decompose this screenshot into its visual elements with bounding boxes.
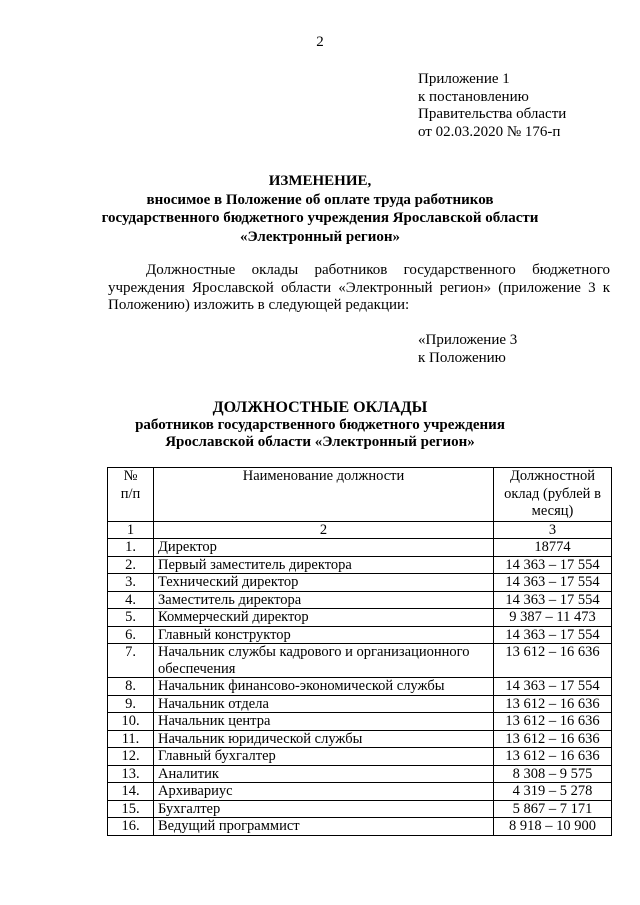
page-number: 2	[316, 34, 324, 50]
annex-header-line: от 02.03.2020 № 176-п	[418, 123, 561, 140]
annex-header-line: к постановлению	[418, 88, 529, 105]
annex-reference-line: к Положению	[418, 350, 506, 366]
table-row	[108, 783, 612, 801]
annex-reference	[418, 331, 517, 367]
row-number: 9.	[108, 695, 154, 713]
table-title	[0, 399, 640, 452]
salary-range: 5 867 – 7 171	[494, 800, 612, 818]
table-row	[108, 678, 612, 696]
row-number: 15.	[108, 800, 154, 818]
salary-table	[107, 467, 612, 836]
row-number: 16.	[108, 818, 154, 836]
position-name: Начальник финансово-экономической службы	[154, 678, 494, 696]
position-name: Начальник службы кадрового и организационного обеспечения	[154, 644, 494, 678]
table-row	[108, 765, 612, 783]
row-number: 13.	[108, 765, 154, 783]
table-index-row	[108, 521, 612, 539]
table-row	[108, 539, 612, 557]
salary-range: 8 918 – 10 900	[494, 818, 612, 836]
position-name: Директор	[154, 539, 494, 557]
salary-range: 14 363 – 17 554	[494, 626, 612, 644]
table-row	[108, 748, 612, 766]
position-name: Первый заместитель директора	[154, 556, 494, 574]
table-row	[108, 730, 612, 748]
index-cell: 1	[108, 521, 154, 539]
salary-range: 13 612 – 16 636	[494, 644, 612, 678]
annex-header	[418, 71, 566, 141]
title-line: «Электронный регион»	[239, 228, 401, 245]
row-number: 4.	[108, 591, 154, 609]
salary-range: 13 612 – 16 636	[494, 695, 612, 713]
title-line: ИЗМЕНЕНИЕ,	[268, 173, 372, 189]
title-line: вносимое в Положение об оплате труда работников	[146, 191, 494, 208]
row-number: 7.	[108, 644, 154, 678]
position-name: Архивариус	[154, 783, 494, 801]
position-name: Начальник юридической службы	[154, 730, 494, 748]
salary-range: 9 387 – 11 473	[494, 609, 612, 627]
table-header-row	[108, 468, 612, 522]
salary-range: 14 363 – 17 554	[494, 574, 612, 592]
position-name: Бухгалтер	[154, 800, 494, 818]
table-title-line: Ярославской области «Электронный регион»	[165, 434, 475, 451]
row-number: 6.	[108, 626, 154, 644]
table-row	[108, 574, 612, 592]
annex-header-line: Приложение 1	[418, 71, 510, 87]
index-cell: 2	[154, 521, 494, 539]
table-row	[108, 713, 612, 731]
position-name: Начальник центра	[154, 713, 494, 731]
position-name: Главный конструктор	[154, 626, 494, 644]
header-name: Наименование должности	[154, 468, 494, 522]
header-num: № п/п	[108, 468, 154, 522]
position-name: Ведущий программист	[154, 818, 494, 836]
row-number: 5.	[108, 609, 154, 627]
salary-range: 18774	[494, 539, 612, 557]
salary-range: 14 363 – 17 554	[494, 591, 612, 609]
salary-range: 4 319 – 5 278	[494, 783, 612, 801]
row-number: 3.	[108, 574, 154, 592]
row-number: 8.	[108, 678, 154, 696]
salary-range: 13 612 – 16 636	[494, 713, 612, 731]
table-row	[108, 800, 612, 818]
table-row	[108, 556, 612, 574]
table-title-line: работников государственного бюджетного учреждения	[135, 416, 505, 433]
position-name: Заместитель директора	[154, 591, 494, 609]
position-name: Технический директор	[154, 574, 494, 592]
salary-range: 14 363 – 17 554	[494, 556, 612, 574]
row-number: 11.	[108, 730, 154, 748]
title-line: государственного бюджетного учреждения Ярославской области	[101, 210, 539, 226]
row-number: 12.	[108, 748, 154, 766]
table-row	[108, 591, 612, 609]
salary-range: 13 612 – 16 636	[494, 748, 612, 766]
table-row	[108, 609, 612, 627]
table-row	[108, 695, 612, 713]
table-row	[108, 818, 612, 836]
index-cell: 3	[494, 521, 612, 539]
row-number: 1.	[108, 539, 154, 557]
header-salary: Должностной оклад (рублей в месяц)	[494, 468, 612, 522]
intro-text: Должностные оклады работников государственного бюджетного учреждения Ярославской области «Электронный регион» (приложение 3 к Положению) изложить в следующей редакции:	[108, 262, 610, 314]
table-title-line: ДОЛЖНОСТНЫЕ ОКЛАДЫ	[212, 399, 428, 416]
salary-range: 13 612 – 16 636	[494, 730, 612, 748]
annex-header-line: Правительства области	[418, 106, 567, 122]
table-row	[108, 644, 612, 678]
document-title	[0, 172, 640, 246]
table-row	[108, 626, 612, 644]
row-number: 14.	[108, 783, 154, 801]
position-name: Главный бухгалтер	[154, 748, 494, 766]
salary-range: 14 363 – 17 554	[494, 678, 612, 696]
position-name: Начальник отдела	[154, 695, 494, 713]
salary-range: 8 308 – 9 575	[494, 765, 612, 783]
annex-reference-line: «Приложение 3	[418, 332, 518, 348]
intro-paragraph	[108, 262, 610, 315]
row-number: 10.	[108, 713, 154, 731]
row-number: 2.	[108, 556, 154, 574]
position-name: Коммерческий директор	[154, 609, 494, 627]
position-name: Аналитик	[154, 765, 494, 783]
